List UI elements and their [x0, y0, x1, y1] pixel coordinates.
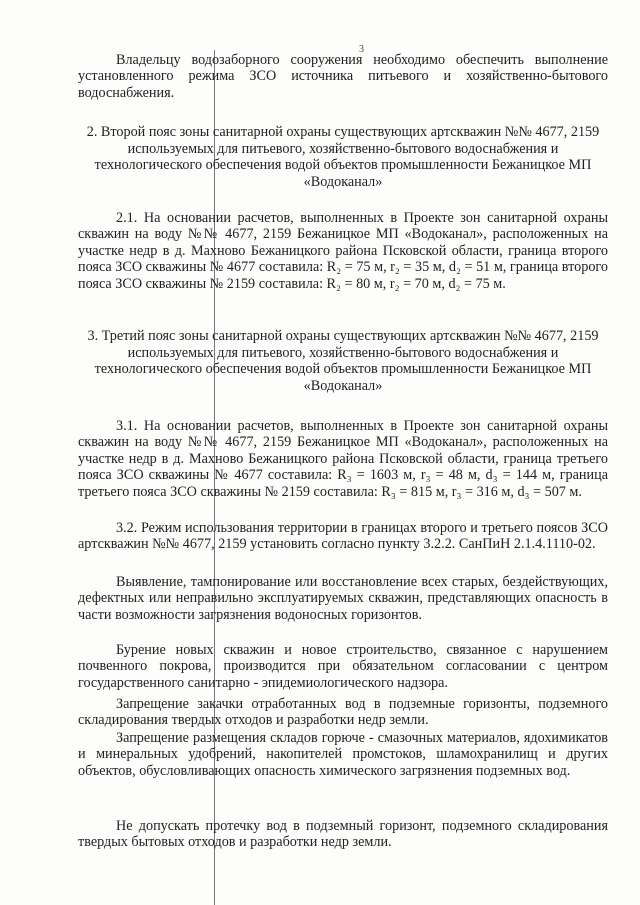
section-3-2-block	[78, 520, 608, 553]
drill-paragraph: Бурение новых скважин и новое строительство, связанное с нарушением почвенного покрова, производится при обязательном согласовании с центром государственного санитарно - эпидемиологического надзора.	[78, 642, 608, 691]
drill-paragraph-block	[78, 642, 608, 691]
intro-paragraph-block	[78, 52, 608, 101]
section-2-1-paragraph: 2.1. На основании расчетов, выполненных в Проекте зон санитарной охраны скважин на воду №№ 4677, 2159 Бежаницкое МП «Водоканал», расположенных на участке недр в д. Махново Бежаницкого района Псковской области, граница второго пояса ЗСО скважины № 4677 составила: R₂ = 75 м, r₂ = 35 м, d₂ = 51 м, граница второго пояса ЗСО скважины № 2159 составила: R₂ = 80 м, r₂ = 70 м, d₂ = 75 м.	[78, 210, 608, 292]
intro-paragraph: Владельцу водозаборного сооружения необходимо обеспечить выполнение установленного режима ЗСО источника питьевого и хозяйственно-бытового водоснабжения.	[78, 52, 608, 101]
section-3-heading: 3. Третий пояс зоны санитарной охраны существующих артскважин №№ 4677, 2159 используемых для питьевого, хозяйственно-бытового водоснабжения и технологического обеспечения водой объектов промышленности Бежаницкое МП «Водоканал»	[87, 328, 599, 394]
leak-paragraph: Не допускать протечку вод в подземный горизонт, подземного складирования твердых бытовых отходов и разработки недр земли.	[78, 818, 608, 851]
storage-paragraph: Запрещение размещения складов горюче - смазочных материалов, ядохимикатов и минеральных удобрений, накопителей промстоков, шламохранилищ и других объектов, обусловливающих опасность химического загрязнения подземных вод.	[78, 730, 608, 779]
detect-paragraph-block	[78, 574, 608, 623]
section-3-2-paragraph: 3.2. Режим использования территории в границах второго и третьего поясов ЗСО артскважин №№ 4677, 2159 установить согласно пункту 3.2.2. СанПиН 2.1.4.1110-02.	[78, 520, 608, 553]
inject-paragraph: Запрещение закачки отработанных вод в подземные горизонты, подземного складирования твердых отходов и разработки недр земли.	[78, 696, 608, 729]
section-3-1-block	[78, 418, 608, 500]
inject-paragraph-block	[78, 696, 608, 729]
section-3-heading-block	[78, 328, 608, 394]
page-number: 3	[359, 44, 364, 55]
section-3-1-paragraph: 3.1. На основании расчетов, выполненных в Проекте зон санитарной охраны скважин на воду №№ 4677, 2159 Бежаницкое МП «Водоканал», расположенных на участке недр в д. Махново Бежаницкого района Псковской области, граница третьего пояса ЗСО скважины № 4677 составила: R₃ = 1603 м, r₃ = 48 м, d₃ = 144 м, граница третьего пояса ЗСО скважины № 2159 составила: R₃ = 815 м, r₃ = 316 м, d₃ = 507 м.	[78, 418, 608, 500]
section-2-1-block	[78, 210, 608, 292]
storage-paragraph-block	[78, 730, 608, 779]
section-2-heading-block	[78, 124, 608, 190]
section-2-heading: 2. Второй пояс зоны санитарной охраны существующих артскважин №№ 4677, 2159 используемых для питьевого, хозяйственно-бытового водоснабжения и технологического обеспечения водой объектов промышленности Бежаницкое МП «Водоканал»	[86, 124, 600, 190]
detect-paragraph: Выявление, тампонирование или восстановление всех старых, бездействующих, дефектных или неправильно эксплуатируемых скважин, представляющих опасность в части возможности загрязнения водоносных горизонтов.	[78, 574, 608, 623]
leak-paragraph-block	[78, 818, 608, 851]
